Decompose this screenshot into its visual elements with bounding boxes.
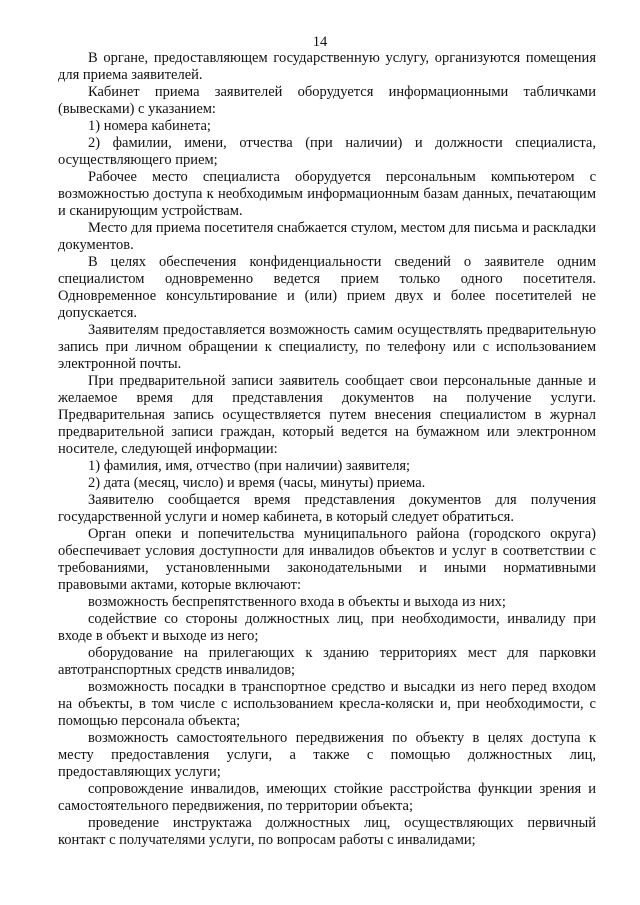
list-item: возможность посадки в транспортное средство и высадки из него перед входом на объекты, в том числе с использованием кресла-коляски и, при необходимости, с помощью персонала объекта;: [58, 679, 596, 729]
paragraph: Заявителям предоставляется возможность самим осуществлять предварительную запись при личном обращении к специалисту, по телефону или с использованием электронной почты.: [58, 322, 596, 372]
page-body: [58, 50, 596, 849]
paragraph: Место для приема посетителя снабжается стулом, местом для письма и раскладки документов.: [58, 220, 596, 253]
paragraph: В целях обеспечения конфиденциальности сведений о заявителе одним специалистом одновременно ведется прием только одного посетителя. Одновременное консультирование и (или) прием двух и более посетителей не допускается.: [58, 254, 596, 321]
list-item: проведение инструктажа должностных лиц, осуществляющих первичный контакт с получателями услуги, по вопросам работы с инвалидами;: [58, 815, 596, 848]
paragraph: Орган опеки и попечительства муниципального района (городского округа) обеспечивает условия доступности для инвалидов объектов и услуг в соответствии с требованиями, установленными законодательными и иными нормативными правовыми актами, которые включают:: [58, 526, 596, 593]
paragraph: Рабочее место специалиста оборудуется персональным компьютером с возможностью доступа к необходимым информационным базам данных, печатающим и сканирующим устройствам.: [58, 169, 596, 219]
list-item: возможность беспрепятственного входа в объекты и выхода из них;: [88, 594, 506, 610]
list-item: 1) фамилия, имя, отчество (при наличии) заявителя;: [88, 458, 411, 474]
paragraph: Заявителю сообщается время представления документов для получения государственной услуги и номер кабинета, в который следует обратиться.: [58, 492, 596, 525]
list-item: содействие со стороны должностных лиц, при необходимости, инвалиду при входе в объект и выходе из него;: [58, 611, 596, 644]
list-item: сопровождение инвалидов, имеющих стойкие расстройства функции зрения и самостоятельного передвижения, по территории объекта;: [58, 781, 596, 814]
paragraph: В органе, предоставляющем государственную услугу, организуются помещения для приема заявителей.: [58, 50, 596, 83]
paragraph: Кабинет приема заявителей оборудуется информационными табличками (вывесками) с указанием:: [58, 84, 596, 117]
list-item: 2) дата (месяц, число) и время (часы, минуты) приема.: [88, 475, 426, 491]
list-item: 1) номера кабинета;: [88, 118, 211, 134]
list-item: 2) фамилии, имени, отчества (при наличии) и должности специалиста, осуществляющего прием;: [58, 135, 596, 168]
list-item: оборудование на прилегающих к зданию территориях мест для парковки автотранспортных средств инвалидов;: [58, 645, 596, 678]
list-item: возможность самостоятельного передвижения по объекту в целях доступа к месту предоставления услуги, а также с помощью должностных лиц, предоставляющих услуги;: [58, 730, 596, 780]
page-number: 14: [312, 34, 328, 50]
paragraph: При предварительной записи заявитель сообщает свои персональные данные и желаемое время для представления документов на получение услуги. Предварительная запись осуществляется путем внесения специалистом в журнал предварительной записи граждан, который ведется на бумажном или электронном носителе, следующей информации:: [58, 373, 596, 457]
